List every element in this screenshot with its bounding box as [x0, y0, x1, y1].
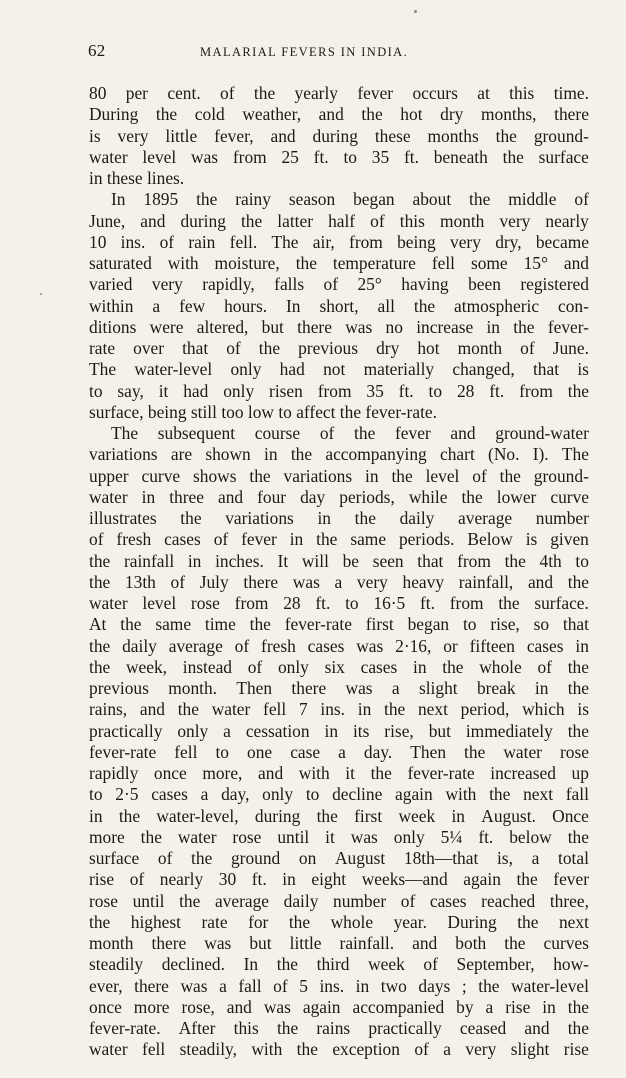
text-line: ever, there was a fall of 5 ins. in two days ; the water-level — [89, 975, 589, 996]
text-line: the highest rate for the whole year. During the next — [89, 911, 589, 932]
text-line: previous month. Then there was a slight break in the — [89, 678, 589, 698]
text-line: rose until the average daily number of cases reached three, — [89, 890, 589, 911]
text-line: 10 ins. of rain fell. The air, from being very dry, became — [89, 231, 589, 252]
text-line: water fell steadily, with the exception of a very slight rise — [89, 1039, 589, 1060]
text-line: rains, and the water fell 7 ins. in the next period, which is — [89, 699, 589, 720]
text-line: The water-level only had not materially changed, that is — [89, 359, 589, 380]
text-line: saturated with moisture, the temperature fell some 15° and — [89, 253, 589, 273]
text-line: month there was but little rainfall. and both the curves — [89, 933, 589, 953]
page-number: 62 — [88, 41, 106, 60]
text-line: water in three and four day periods, while the lower curve — [89, 486, 589, 507]
text-line: 80 per cent. of the yearly fever occurs at this time. — [89, 83, 589, 103]
text-line: During the cold weather, and the hot dry months, there — [89, 104, 589, 125]
text-line: of fresh cases of fever in the same periods. Below is given — [89, 529, 589, 550]
text-line: more the water rose until it was only 5¼ ft. below the — [89, 826, 589, 847]
text-line: to 2·5 cases a day, only to decline again with the next fall — [89, 784, 589, 805]
text-line: variations are shown in the accompanying chart (No. I). The — [89, 444, 589, 465]
text-line: In 1895 the rainy season began about the middle of — [111, 189, 589, 210]
text-line: surface of the ground on August 18th—that is, a total — [89, 848, 589, 868]
text-line: water level was from 25 ft. to 35 ft. beneath the surface — [89, 146, 589, 167]
running-title: MALARIAL FEVERS IN INDIA. — [200, 45, 409, 59]
text-line: in these lines. — [89, 168, 185, 188]
text-line: water level rose from 28 ft. to 16·5 ft. from the surface. — [89, 593, 589, 613]
text-line: the week, instead of only six cases in the whole of the — [89, 656, 589, 677]
text-line: At the same time the fever-rate first began to rise, so that — [89, 614, 589, 635]
text-line: fever-rate fell to one case a day. Then the water rose — [89, 741, 589, 762]
text-line: in the water-level, during the first week in August. Once — [89, 805, 589, 826]
text-line: rapidly once more, and with it the fever-rate increased up — [89, 763, 589, 783]
text-line: once more rose, and was again accompanied by a rise in the — [89, 996, 589, 1017]
text-line: is very little fever, and during these months the ground- — [89, 125, 589, 146]
text-line: steadily declined. In the third week of September, how- — [89, 954, 589, 975]
text-line: June, and during the latter half of this month very nearly — [89, 210, 589, 231]
text-line: The subsequent course of the fever and ground-water — [111, 423, 589, 443]
text-line: ditions were altered, but there was no increase in the fever- — [89, 316, 589, 337]
text-line: varied very rapidly, falls of 25° having been registered — [89, 274, 589, 295]
paper-speck — [414, 10, 417, 13]
text-line: the rainfall in inches. It will be seen that from the 4th to — [89, 550, 589, 571]
text-line: the 13th of July there was a very heavy rainfall, and the — [89, 571, 589, 592]
text-line: illustrates the variations in the daily average number — [89, 508, 589, 528]
paper-speck — [40, 293, 42, 295]
text-line: within a few hours. In short, all the atmospheric con- — [89, 295, 589, 316]
text-line: rate over that of the previous dry hot month of June. — [89, 338, 589, 358]
text-line: to say, it had only risen from 35 ft. to 28 ft. from the — [89, 380, 589, 401]
text-line: rise of nearly 30 ft. in eight weeks—and again the fever — [89, 869, 589, 890]
text-line: practically only a cessation in its rise, but immediately the — [89, 720, 589, 741]
text-line: upper curve shows the variations in the level of the ground- — [89, 465, 589, 486]
body-text — [89, 83, 589, 1061]
text-line: the daily average of fresh cases was 2·16, or fifteen cases in — [89, 635, 589, 656]
text-line: fever-rate. After this the rains practically ceased and the — [89, 1018, 589, 1038]
text-line: surface, being still too low to affect the fever-rate. — [89, 401, 437, 422]
